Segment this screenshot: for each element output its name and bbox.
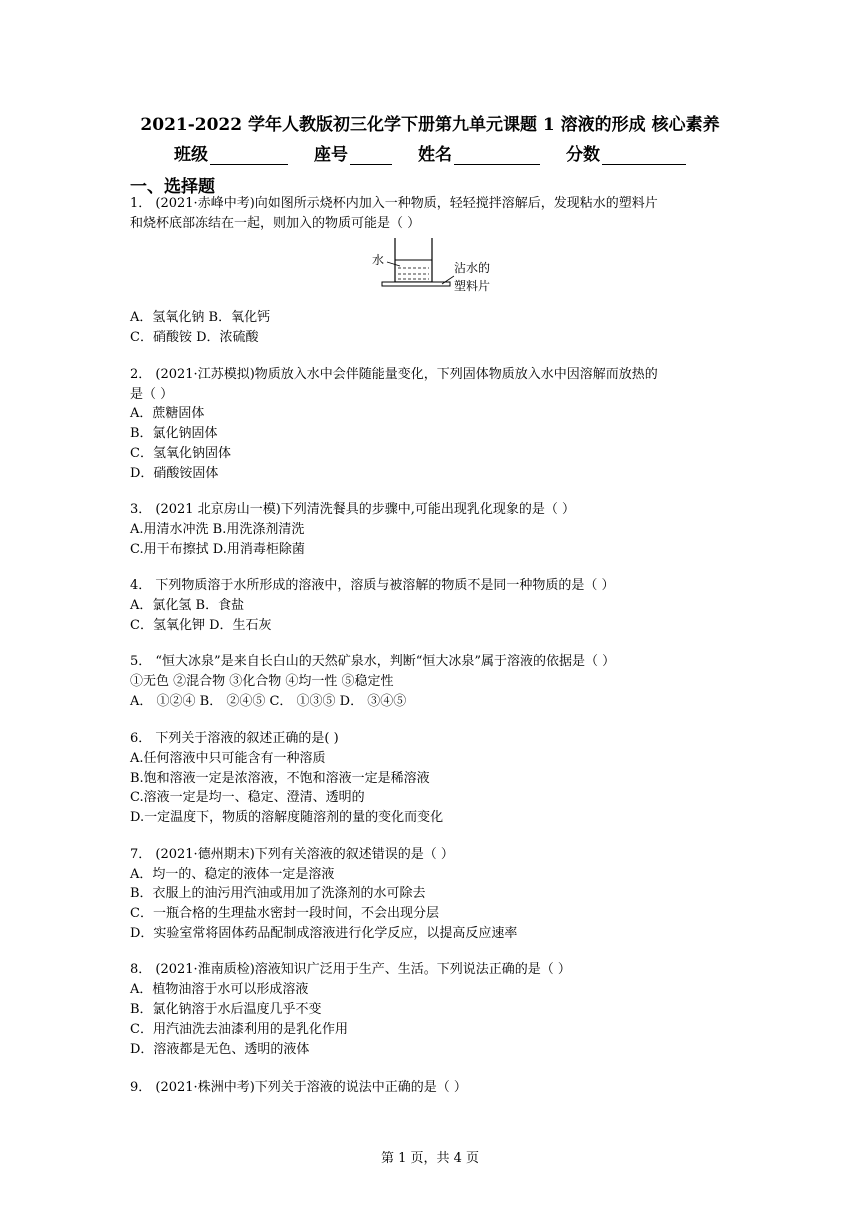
question-6-option-b: B.饱和溶液一定是浓溶液，不饱和溶液一定是稀溶液	[130, 771, 430, 786]
question-3-option-cd: C.用干布擦拭 D.用消毒柜除菌	[130, 542, 305, 557]
question-9-line-1: 9． (2021·株洲中考)下列关于溶液的说法中正确的是（ ）	[130, 1080, 467, 1095]
score-field[interactable]	[566, 140, 686, 165]
question-4-option-ab: A．氯化氢 B．食盐	[130, 598, 245, 613]
class-field[interactable]	[174, 140, 288, 165]
question-7-option-d: D．实验室常将固体药品配制成溶液进行化学反应，以提高反应速率	[130, 926, 518, 941]
question-4-line-1: 4． 下列物质溶于水所形成的溶液中，溶质与被溶解的物质不是同一种物质的是（ ）	[130, 578, 615, 593]
score-blank[interactable]	[602, 146, 686, 165]
question-6-option-a: A.任何溶液中只可能含有一种溶质	[130, 751, 326, 766]
question-3-line-1: 3． (2021 北京房山一模)下列清洗餐具的步骤中,可能出现乳化现象的是（ ）	[130, 502, 576, 517]
name-label: 姓名	[418, 145, 452, 165]
question-2-line-1: 2． (2021·江苏模拟)物质放入水中会伴随能量变化，下列固体物质放入水中因溶解而放热的	[130, 367, 658, 382]
question-7-option-c: C．一瓶合格的生理盐水密封一段时间，不会出现分层	[130, 906, 439, 921]
class-blank[interactable]	[210, 146, 288, 165]
question-5-line-2: ①无色 ②混合物 ③化合物 ④均一性 ⑤稳定性	[130, 674, 394, 689]
question-1-option-ab: A．氢氧化钠 B．氧化钙	[130, 310, 271, 325]
question-7-line-1: 7． (2021·德州期末)下列有关溶液的叙述错误的是（ ）	[130, 847, 454, 862]
water-label: 水	[372, 253, 385, 267]
question-6-option-c: C.溶液一定是均一、稳定、澄清、透明的	[130, 790, 365, 805]
plastic-label-1: 沾水的	[454, 261, 491, 275]
question-1-option-cd: C．硝酸铵 D．浓硫酸	[130, 330, 259, 345]
question-2-line-2: 是（ ）	[130, 387, 174, 402]
question-2-option-d: D．硝酸铵固体	[130, 466, 219, 481]
page-title: 2021-2022 学年人教版初三化学下册第九单元课题 1 溶液的形成 核心素养	[140, 115, 720, 135]
question-6-option-d: D.一定温度下，物质的溶解度随溶剂的量的变化而变化	[130, 810, 444, 825]
question-8-option-d: D．溶液都是无色、透明的液体	[130, 1042, 310, 1057]
seat-blank[interactable]	[350, 146, 392, 165]
score-label: 分数	[566, 145, 600, 165]
question-8-option-a: A．植物油溶于水可以形成溶液	[130, 982, 309, 997]
beaker-diagram	[370, 236, 510, 300]
section-title: 一、选择题	[130, 177, 215, 197]
question-8-line-1: 8． (2021·淮南质检)溶液知识广泛用于生产、生活。下列说法正确的是（ ）	[130, 962, 571, 977]
seat-field[interactable]	[314, 140, 392, 165]
name-field[interactable]	[418, 140, 540, 165]
question-5-line-1: 5． “恒大冰泉”是来自长白山的天然矿泉水，判断“恒大冰泉”属于溶液的依据是（ ）	[130, 654, 616, 669]
student-info-line	[0, 140, 860, 165]
question-6-line-1: 6． 下列关于溶液的叙述正确的是( )	[130, 731, 339, 746]
question-8-option-b: B．氯化钠溶于水后温度几乎不变	[130, 1002, 322, 1017]
beaker-figure	[370, 236, 510, 304]
question-2-option-b: B．氯化钠固体	[130, 426, 218, 441]
question-5-options: A． ①②④ B． ②④⑤ C． ①③⑤ D． ③④⑤	[130, 694, 407, 709]
question-3-option-ab: A.用清水冲洗 B.用洗涤剂清洗	[130, 522, 305, 537]
question-8-option-c: C．用汽油洗去油漆利用的是乳化作用	[130, 1022, 348, 1037]
seat-label: 座号	[314, 145, 348, 165]
question-4-option-cd: C．氢氧化钾 D．生石灰	[130, 618, 272, 633]
question-2-option-c: C．氢氧化钠固体	[130, 446, 231, 461]
class-label: 班级	[174, 145, 208, 165]
question-2-option-a: A．蔗糖固体	[130, 406, 205, 421]
plastic-label-2: 塑料片	[454, 279, 491, 293]
page-number: 第 1 页，共 4 页	[380, 1151, 480, 1166]
name-blank[interactable]	[454, 146, 540, 165]
question-7-option-b: B．衣服上的油污用汽油或用加了洗涤剂的水可除去	[130, 886, 426, 901]
question-1-line-1: 1． (2021·赤峰中考)向如图所示烧杯内加入一种物质，轻轻搅拌溶解后，发现粘水的塑料片	[130, 196, 658, 211]
question-7-option-a: A．均一的、稳定的液体一定是溶液	[130, 867, 335, 882]
question-1-line-2: 和烧杯底部冻结在一起，则加入的物质可能是（ ）	[130, 216, 421, 231]
